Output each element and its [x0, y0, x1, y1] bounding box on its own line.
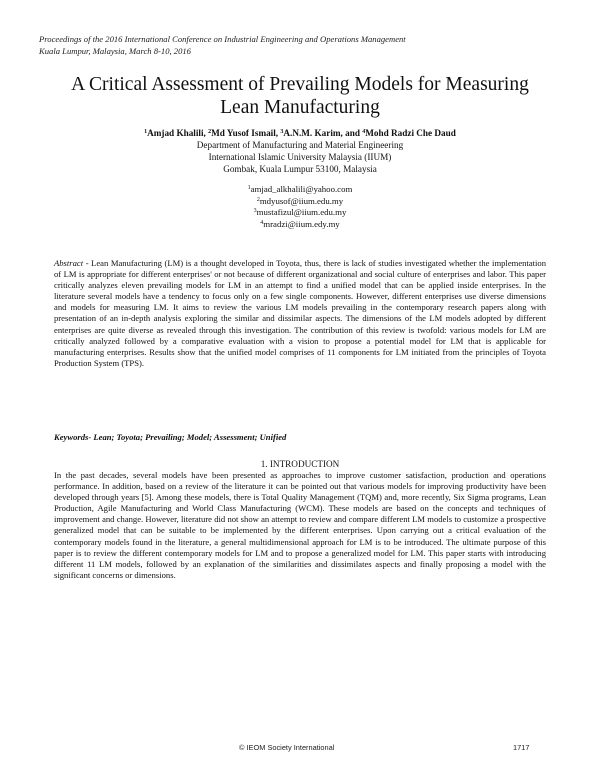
email-2-index: 2	[256, 196, 260, 203]
affiliation	[40, 139, 560, 176]
author-2-name: Md Yusof Ismail,	[211, 128, 281, 138]
author-2-index: 2	[208, 129, 212, 135]
abstract-paragraph	[54, 258, 546, 369]
introduction-paragraph: In the past decades, several models have been presented as approaches to improve customer satisfaction, production and operations performance. In addition, based on a review of the literature it can be pointed out that various models for improving productivity have been developed through years [5]. Among these models, there is Total Quality Management (TQM) and, more recently, Six Sigma programs, Lean Production, Agile Manufacturing and World Class Manufacturing (WCM). These models are based on the concepts and techniques of improvement and change. However, literature did not show an attempt to review and compare different LM models to customize a prospective generalized model that can be suitable to be implemented by the different enterprises. Upon carrying out a critical evaluation of the contemporary models found in the literature, a general multidimensional approach for LM is to be introduced. The ultimate purpose of this paper is to review the different contemporary models for LM and to propose a generalized model for LM. This paper starts with introducing different 11 LM models, followed by an explanation of the similarities and dissimilates aspects and finally proposing a model with the significant concerns or dimensions.	[54, 470, 546, 580]
footer-copyright: © IEOM Society International	[239, 743, 335, 752]
proceedings-header	[39, 33, 406, 57]
author-4-name: Mohd Radzi Che Daud	[365, 128, 456, 138]
email-4-index: 4	[260, 220, 264, 227]
email-1-address: amjad_alkhalili@yahoo.com	[250, 184, 353, 194]
author-list	[40, 127, 560, 139]
email-list	[40, 184, 560, 231]
footer-page-number: 1717	[513, 743, 530, 752]
section-heading-introduction: 1. INTRODUCTION	[260, 459, 340, 469]
abstract-label: Abstract	[54, 258, 84, 268]
proceedings-location: Kuala Lumpur, Malaysia, March 8-10, 2016	[39, 46, 191, 56]
affiliation-university: International Islamic University Malaysia (IIUM)	[208, 152, 392, 163]
author-3-index: 3	[280, 129, 284, 135]
abstract-text: - Lean Manufacturing (LM) is a thought developed in Toyota, thus, there is lack of studies investigated whether the implementation of LM is appropriate for different enterprises' or not because of different organizational and social culture of enterprises and labor. This paper critically analyzes eleven prevailing models for LM in an attempt to find a unified model that can be applied inside enterprises. In the literature several models have a tendency to focus only on a few single components. However, different enterprises use diverse dimensions and models for measuring LM. It aims to review the various LM models prevailing in the contemporary research papers along with presentation of an in-depth analysis exploring the similar and dissimilar aspects. The dimensions of the LM models adopted by different enterprises are quite diverse as revealed through this investigation. The contribution of this review is twofold: various models for LM are critically analyzed followed by a comparative evaluation with a vision to propose a potential model for LM that is applicable for manufacturing enterprises. Results show that the unified model comprises of 11 components for LM initiated from the principles of Toyota Production System (TPS).	[54, 258, 546, 368]
email-1[interactable]	[40, 184, 560, 196]
author-3-name: A.N.M. Karim, and	[283, 128, 363, 138]
email-2[interactable]	[40, 196, 560, 208]
affiliation-address: Gombak, Kuala Lumpur 53100, Malaysia	[223, 164, 377, 175]
keywords: Keywords- Lean; Toyota; Prevailing; Model; Assessment; Unified	[54, 432, 287, 442]
email-3-index: 3	[253, 208, 257, 215]
author-1-name: Amjad Khalili,	[147, 128, 209, 138]
paper-title-line-2: Lean Manufacturing	[220, 97, 380, 118]
email-4[interactable]	[40, 219, 560, 231]
email-2-address: mdyusof@iium.edu.my	[259, 195, 344, 206]
email-4-address: mradzi@iium.edy.my	[263, 219, 340, 230]
proceedings-title: Proceedings of the 2016 International Conference on Industrial Engineering and Operations Management	[39, 34, 406, 44]
author-1-index: 1	[144, 129, 148, 135]
paper-title	[40, 73, 560, 119]
email-3[interactable]	[40, 207, 560, 219]
author-4-index: 4	[362, 129, 366, 135]
paper-title-line-1: A Critical Assessment of Prevailing Models for Measuring	[71, 74, 529, 95]
email-1-index: 1	[247, 185, 251, 191]
affiliation-department: Department of Manufacturing and Material Engineering	[196, 140, 404, 150]
email-3-address: mustafizul@iium.edu.my	[256, 207, 347, 218]
